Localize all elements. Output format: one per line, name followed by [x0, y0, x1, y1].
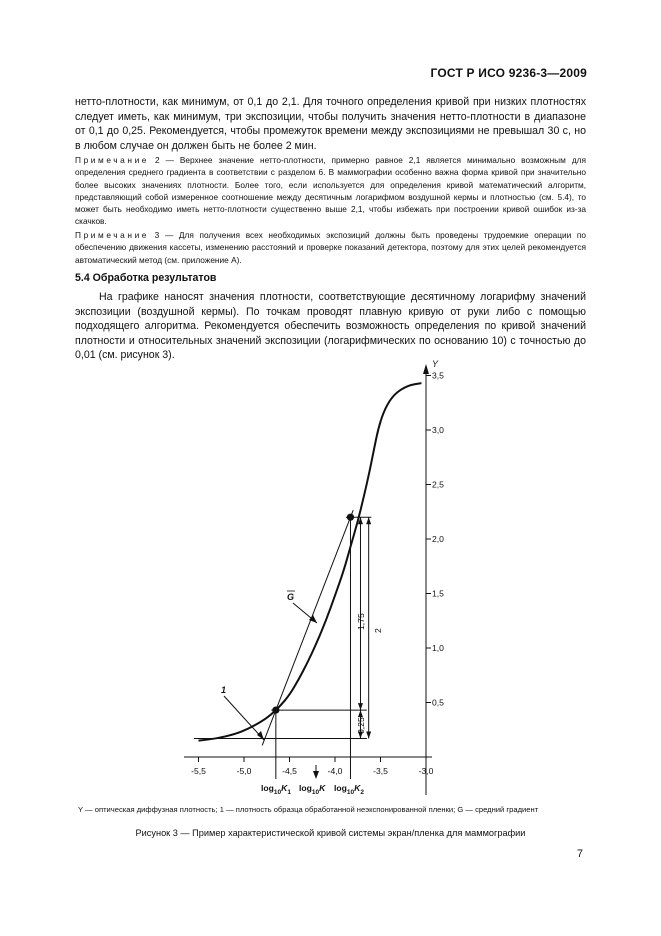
dim-arrowhead — [366, 731, 371, 738]
y-tick-label: 2,5 — [432, 479, 444, 490]
note-3-text: 3 — Для получения всех необходимых экспозиций должны быть проведены трудоемкие операции по обеспечению движения кассеты, изменению расстояний и проверке показаний детектора, поэтому для этих целей рекомендуется автоматический метод (см. приложение А). — [75, 230, 586, 265]
dim-label-2: 2 — [373, 628, 383, 633]
section-title: 5.4 Обработка результатов — [75, 272, 217, 284]
dim-label-175: 1,75 — [356, 613, 366, 630]
dim-arrowhead — [366, 517, 371, 524]
figure-caption: Рисунок 3 — Пример характеристической кривой системы экран/пленка для маммографии — [135, 828, 526, 838]
x-tick-label: -5,5 — [191, 766, 206, 776]
note-3-label: Примечание — [75, 230, 150, 240]
curve-label-1-leader — [224, 696, 264, 740]
y-tick-label: 0,5 — [432, 697, 444, 708]
document-header: ГОСТ Р ИСО 9236-3—2009 — [430, 66, 587, 80]
log-k2-label: $\log_{10}K_2$ — [334, 783, 364, 796]
y-tick-label: 3,0 — [432, 425, 444, 435]
x-axis-direction-arrow — [313, 771, 319, 779]
dim-arrowhead — [358, 710, 363, 717]
paragraph-continuation: нетто-плотности, как минимум, от 0,1 до 2,1. Для точного определения кривой при низких плотностях следует иметь, как минимум, три экспозиции, чтобы получить значения нетто-плотности в диапазоне от 0,1 до 0,25. Рекомендуется, чтобы промежуток времени между экспозициями не превышал 30 с, но в любом случае он должен быть не более 2 мин. — [75, 96, 586, 152]
figure-legend: Y — оптическая диффузная плотность; 1 — плотность образца обработанной неэкспонированной пленки; G — средний градиент — [78, 805, 539, 814]
x-tick-label: -3,5 — [373, 766, 388, 776]
note-2-text: 2 — Верхнее значение нетто-плотности, примерно равное 2,1 является минимально возможным для определения среднего градиента в соответствии с разделом 6. В маммографии особенно важна форма кривой при значительно более высоких значениях плотности. Более того, если используется для определения кривой математический алгоритм, представляющий собой измеренное соотношение между десятичным логарифмом воздушной кермы и плотностью (см. 5.4), то может быть необходимо иметь нетто-плотности существенно выше 2,1, чтобы избежать при построении кривой ошибок из-за скачков. — [75, 155, 586, 227]
y-axis-arrow — [423, 364, 429, 374]
x-tick-label: -4,5 — [282, 766, 297, 776]
x-tick-label: -4,0 — [327, 766, 343, 776]
y-tick-label: 1,0 — [432, 643, 444, 653]
log-k-label: $\log_{10}K$ — [299, 783, 326, 796]
log-k1-label: $\log_{10}K_1$ — [261, 783, 291, 796]
dim-arrowhead — [358, 703, 363, 710]
y-tick-label: 2,0 — [432, 534, 444, 544]
y-tick-label: 3,5 — [432, 370, 444, 381]
curve-point-marker — [347, 514, 354, 521]
curve-label-1: 1 — [221, 685, 227, 695]
x-tick-label: -5,0 — [236, 766, 252, 776]
characteristic-curve — [199, 383, 422, 741]
note-2-label: Примечание — [75, 155, 150, 165]
page-number: 7 — [576, 848, 583, 860]
y-tick-label: 1,5 — [432, 588, 444, 599]
curve-point-marker — [272, 707, 279, 714]
gradient-label: G — [287, 592, 295, 602]
x-tick-label: -3,0 — [418, 766, 434, 776]
paragraph-processing: На графике наносят значения плотности, соответствующие десятичному логарифму значений экспозиции (воздушной кермы). По точкам проводят плавную кривую от руки либо с помощью подходящего алгоритма. Рекомендуется обеспечить возможность определения по кривой значений плотности и относительных значений экспозиции (логарифмических по основанию 10) с точностью до 0,01 (см. рисунок 3). — [75, 291, 586, 362]
dim-label-025: 0,25 — [356, 717, 366, 734]
y-axis-label: Y — [432, 359, 439, 369]
